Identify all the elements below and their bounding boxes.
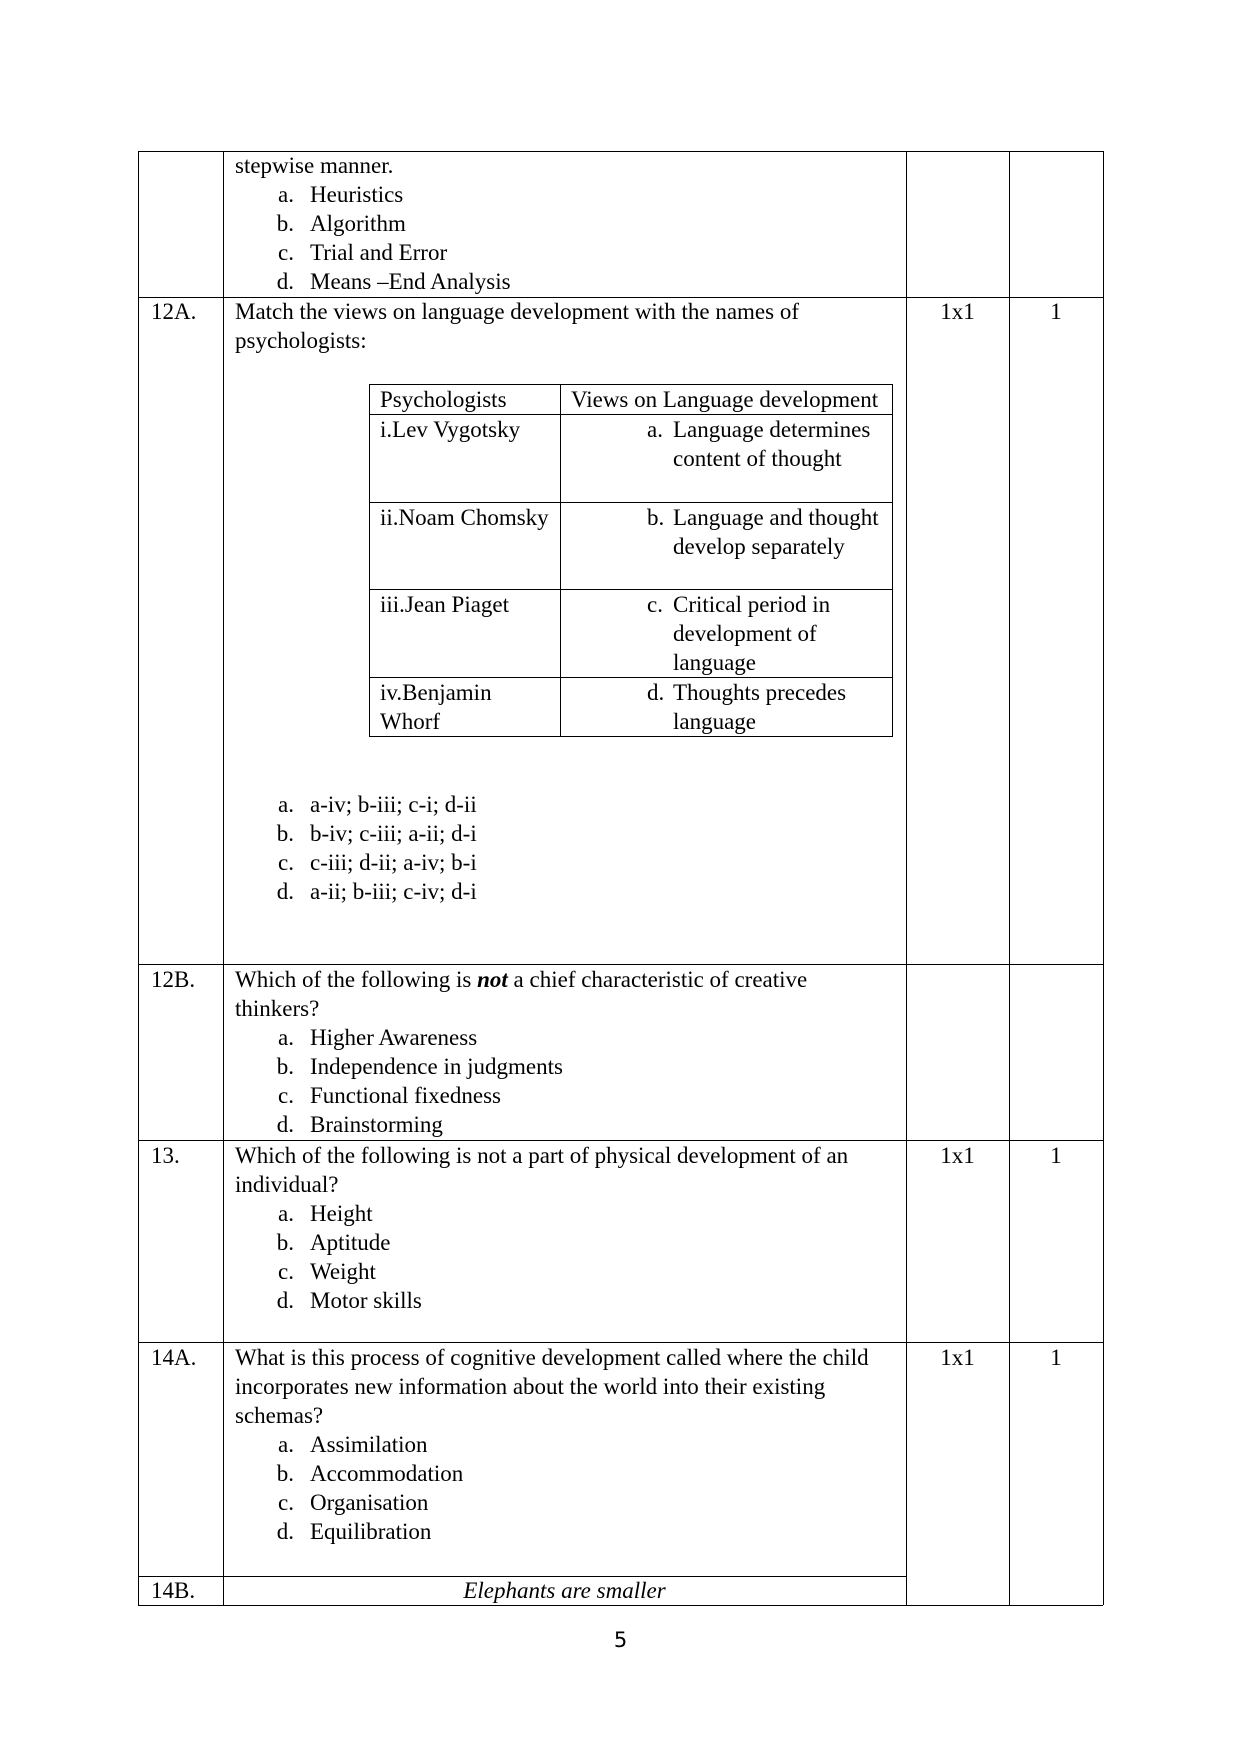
options-12a [272,790,477,906]
match-table-row [370,590,893,678]
psychologist-cell: iv.Benjamin Whorf [370,678,561,737]
continued-question-text: stepwise manner. [235,153,394,178]
option-a: a. a-iv; b-iii; c-i; d-ii [278,792,477,817]
question-text-12a: Match the views on language development with the names of psychologists: [235,299,799,353]
question-number-14a: 14A. [151,1345,197,1370]
option-a: a. Assimilation [278,1432,428,1457]
match-table-header [370,385,893,415]
marks-12a: 1x1 [940,299,975,324]
option-c: c. Weight [278,1259,376,1284]
question-text-12b: Which of the following is not a chief characteristic of creative thinkers? [235,967,808,1021]
match-table-row [370,415,893,503]
marks-13: 1x1 [940,1143,975,1168]
options-14a [272,1430,463,1546]
options-13 [272,1199,422,1315]
view-cell: d. Thoughts precedes language [561,678,893,737]
option-d: d. Motor skills [276,1288,422,1313]
column-divider-question [906,151,907,1605]
total-12a: 1 [1050,299,1062,324]
option-b: b. Algorithm [276,211,406,236]
question-text-14a: What is this process of cognitive development called where the child incorporates new information about the world into their existing schemas? [235,1345,869,1428]
view-cell: b. Language and thought develop separately [561,503,893,590]
header-psychologists: Psychologists [370,385,561,415]
match-table [369,384,893,737]
continued-options [272,180,511,296]
option-c: c. c-iii; d-ii; a-iv; b-i [278,850,477,875]
emphasis-not: not [477,967,508,992]
match-table-row [370,678,893,737]
option-a: a. Height [278,1201,373,1226]
option-d: d. a-ii; b-iii; c-iv; d-i [276,879,477,904]
total-14a: 1 [1050,1345,1062,1370]
header-views: Views on Language development [561,385,893,415]
option-b: b. Accommodation [276,1461,464,1486]
psychologist-cell: i.Lev Vygotsky [370,415,561,503]
total-13: 1 [1050,1143,1062,1168]
marks-14a: 1x1 [940,1345,975,1370]
table-border-left [138,151,139,1605]
psychologist-cell: iii.Jean Piaget [370,590,561,678]
question-number-13: 13. [151,1143,180,1168]
option-a: a. Higher Awareness [278,1025,478,1050]
question-number-14b: 14B. [151,1578,196,1603]
option-c: c. Trial and Error [278,240,448,265]
view-cell: c. Critical period in development of language [561,590,893,678]
column-divider-marks [1009,151,1010,1605]
option-a: a. Heuristics [278,182,404,207]
option-c: c. Functional fixedness [278,1083,501,1108]
table-border-right [1103,151,1104,1605]
question-number-12b: 12B. [151,967,196,992]
option-d: d. Brainstorming [276,1112,443,1137]
view-cell: a. Language determines content of thought [561,415,893,503]
options-12b [272,1023,563,1139]
option-b: b. Independence in judgments [276,1054,563,1079]
option-d: d. Equilibration [276,1519,432,1544]
question-text-14b: Elephants are smaller [463,1578,666,1603]
option-d: d. Means –End Analysis [276,269,511,294]
option-c: c. Organisation [278,1490,429,1515]
table-border-bottom [138,1605,1103,1606]
page-number: 5 [613,1628,628,1652]
column-divider-number [223,151,224,1605]
psychologist-cell: ii.Noam Chomsky [370,503,561,590]
question-text-13: Which of the following is not a part of physical development of an individual? [235,1143,849,1197]
match-table-row [370,503,893,590]
option-b: b. Aptitude [276,1230,391,1255]
question-number-12a: 12A. [151,299,197,324]
option-b: b. b-iv; c-iii; a-ii; d-i [276,821,477,846]
